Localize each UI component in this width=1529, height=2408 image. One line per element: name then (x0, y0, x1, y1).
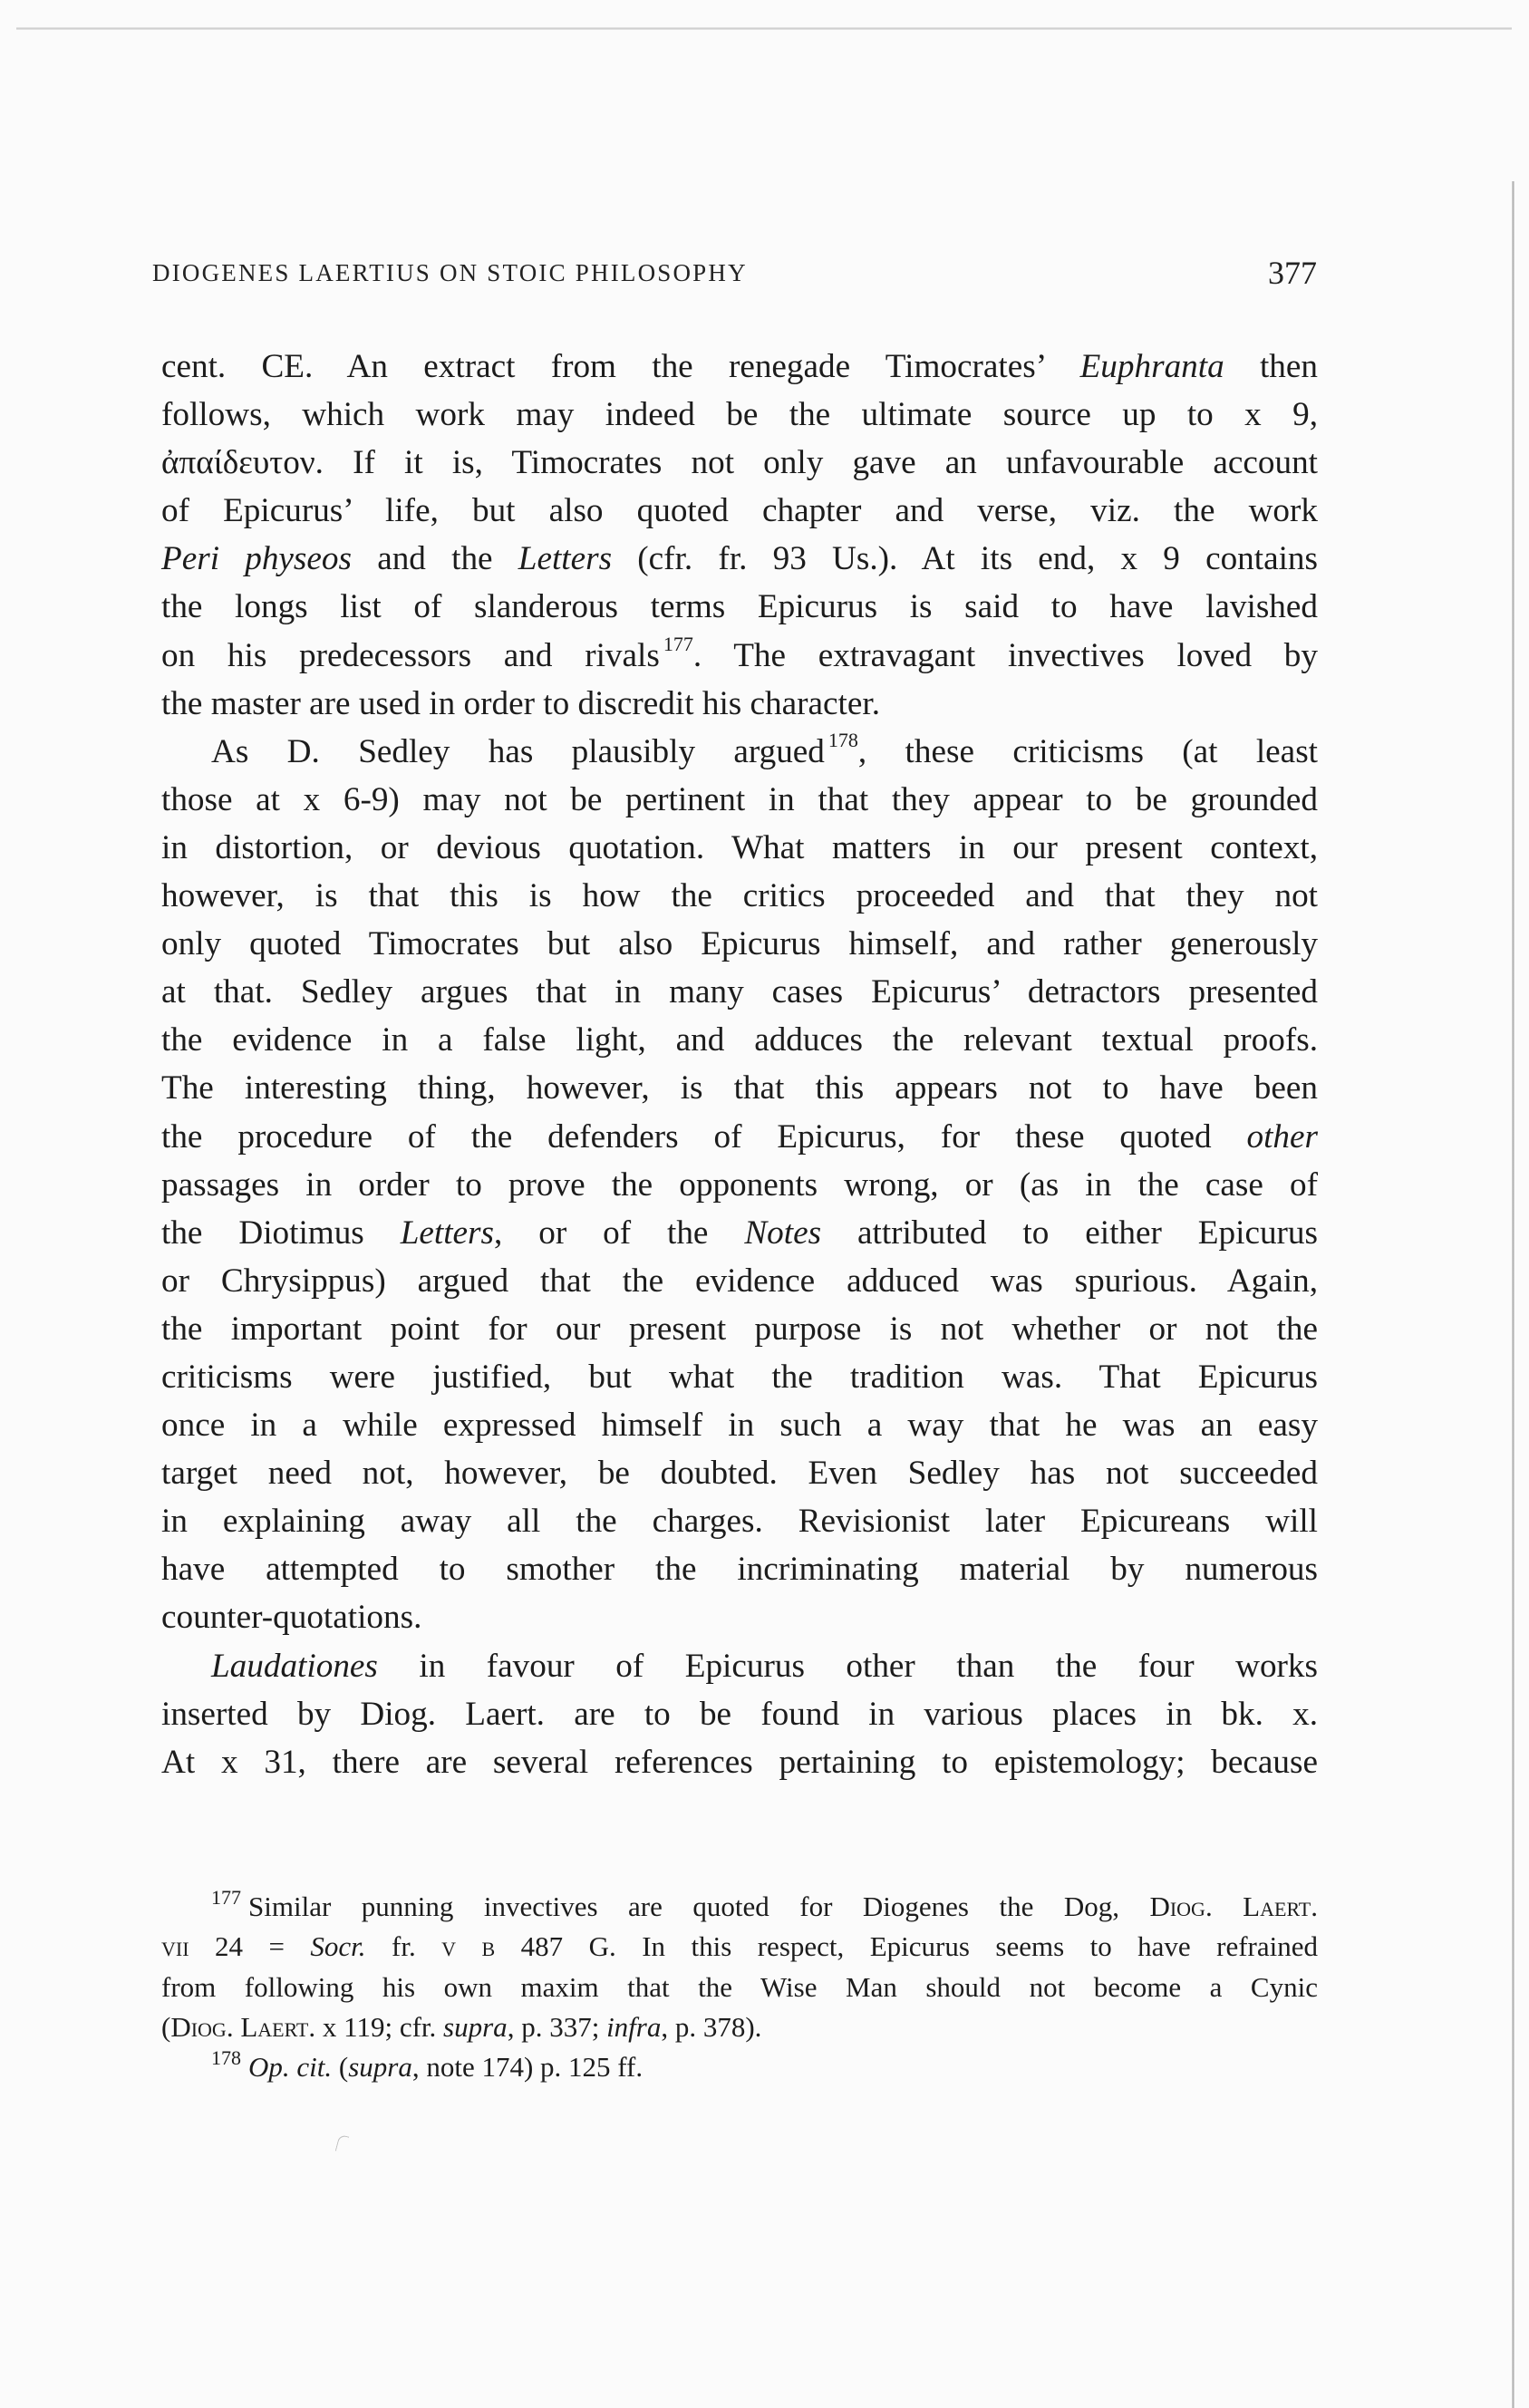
stray-pen-mark (335, 2134, 350, 2153)
italic-term: Laudationes (211, 1647, 378, 1685)
text-line: follows, which work may indeed be the ultimate source up to x 9, (161, 396, 1318, 434)
text-line: At x 31, there are several references pertaining to epistemology; because (161, 1743, 1318, 1781)
text-line: on his predecessors and rivals $^{177}$. The extravagant invectives loved by (161, 633, 1318, 674)
footnote-number: 178 (211, 2046, 241, 2069)
text-line: ἀπαίδευτον. If it is, Timocrates not only gave an unfavourable account (161, 444, 1318, 482)
text-line: Peri physeos and the Letters (cfr. fr. 93 Us.). At its end, x 9 contains (161, 540, 1319, 578)
text-line: those at x 6-9) may not be pertinent in that they appear to be grounded (161, 780, 1318, 818)
text-line: the Diotimus Letters, or of the Notes attributed to either Epicurus (161, 1214, 1318, 1252)
italic-title: Letters (400, 1214, 495, 1252)
text-line: cent. CE. An extract from the renegade Timocrates’ Euphranta then (161, 348, 1318, 385)
footnote-number: 177 (211, 1885, 241, 1909)
text-line: from following his own maxim that the Wise Man should not become a Cynic (161, 1970, 1318, 2003)
text-line: $^{178}$ Op. cit. (supra, note 174) p. 125 ff. (211, 2046, 644, 2084)
text-line: the evidence in a false light, and adduces the relevant textual proofs. (161, 1021, 1318, 1059)
text-line: Laudationes in favour of Epicurus other than the four works (211, 1647, 1318, 1685)
footnotes (161, 1887, 1318, 2087)
text-line: at that. Sedley argues that in many cases Epicurus’ detractors presented (161, 973, 1318, 1011)
scan-top-edge (16, 27, 1512, 30)
paragraph-2 (161, 728, 1318, 1642)
italic-title: Letters (518, 540, 613, 578)
italic-ref: infra (606, 2010, 662, 2043)
italic-ref: supra (443, 2010, 508, 2043)
small-caps-ref: Diog. Laert. (1149, 1891, 1318, 1922)
body-text (161, 343, 1318, 1786)
text-line: or Chrysippus) argued that the evidence adduced was spurious. Again, (161, 1262, 1318, 1300)
text-line: target need not, however, be doubted. Even Sedley has not succeeded (161, 1455, 1318, 1493)
footnote-177 (161, 1887, 1318, 2047)
italic-title: Socr. (310, 1930, 366, 1963)
text-line: only quoted Timocrates but also Epicurus himself, and rather generously (161, 925, 1318, 963)
italic-title: Peri physeos (161, 540, 352, 578)
italic-emphasis: other (1246, 1117, 1318, 1156)
text-line: the important point for our present purpose is not whether or not the (161, 1310, 1318, 1348)
text-line: criticisms were justified, but what the tradition was. That Epicurus (161, 1358, 1318, 1396)
text-line: vii 24 = Socr. fr. v b 487 G. In this respect, Epicurus seems to have refrained (161, 1930, 1319, 1963)
italic-title: Notes (744, 1214, 822, 1252)
text-line: the procedure of the defenders of Epicurus, for these quoted other (161, 1117, 1318, 1156)
text-line: the master are used in order to discredit his character. (161, 684, 881, 722)
small-caps-ref: v b (441, 1930, 496, 1963)
paragraph-3 (161, 1642, 1318, 1786)
text-line: the longs list of slanderous terms Epicurus is said to have lavished (161, 588, 1318, 626)
text-line: inserted by Diog. Laert. are to be found in various places in bk. x. (161, 1695, 1318, 1733)
text-line: $^{177}$ Similar punning invectives are quoted for Diogenes the Dog, Diog. Laert. (211, 1885, 1318, 1922)
italic-ref: supra (348, 2051, 412, 2084)
footnote-reference-178[interactable]: 178 (827, 729, 858, 752)
running-title: DIOGENES LAERTIUS ON STOIC PHILOSOPHY (152, 259, 748, 286)
italic-ref: Op. cit. (248, 2051, 333, 2084)
paragraph-1 (161, 343, 1318, 728)
page-number: 377 (1268, 255, 1317, 291)
text-line: The interesting thing, however, is that this appears not to have been (161, 1069, 1318, 1107)
italic-title: Euphranta (1079, 348, 1224, 385)
text-line: have attempted to smother the incriminating material by numerous (161, 1551, 1318, 1589)
text-line: passages in order to prove the opponents wrong, or (as in the case of (161, 1165, 1318, 1204)
text-line: in distortion, or devious quotation. What matters in our present context, (161, 828, 1318, 866)
text-line: in explaining away all the charges. Revisionist later Epicureans will (161, 1503, 1318, 1541)
text-line: (Diog. Laert. x 119; cfr. supra, p. 337; infra, p. 378). (161, 2010, 762, 2043)
running-head (152, 256, 1317, 292)
text-line: As D. Sedley has plausibly argued $^{178}$, these criticisms (at least (211, 729, 1318, 770)
small-caps-ref: Diog. Laert. (170, 2010, 316, 2043)
text-line: however, is that this is how the critics proceeded and that they not (161, 877, 1318, 915)
footnote-178 (161, 2047, 1318, 2087)
text-line: of Epicurus’ life, but also quoted chapter and verse, viz. the work (161, 492, 1318, 530)
scan-right-edge (1512, 181, 1514, 2408)
text-line: counter-quotations. (161, 1599, 422, 1637)
footnote-reference-177[interactable]: 177 (663, 633, 693, 656)
text-line: once in a while expressed himself in such a way that he was an easy (161, 1407, 1318, 1445)
